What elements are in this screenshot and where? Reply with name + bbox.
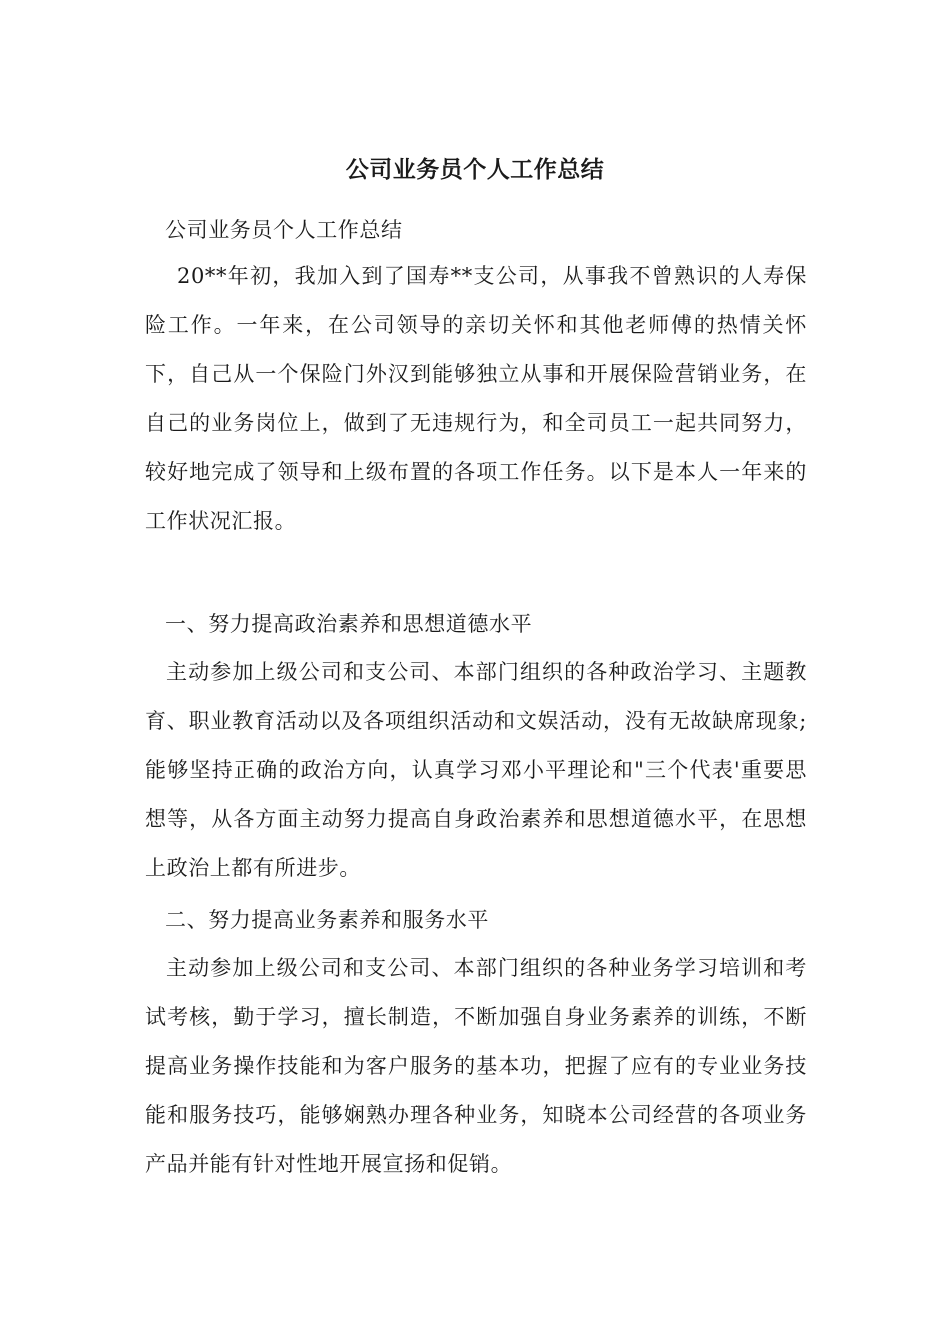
intro-paragraph: 20**年初，我加入到了国寿**支公司，从事我不曾熟识的人寿保险工作。一年来，在公司领导的亲切关怀和其他老师傅的热情关怀下，自己从一个保险门外汉到能够独立从事和开展保险营销业务，在自己的业务岗位上，做到了无违规行为，和全司员工一起共同努力，较好地完成了领导和上级布置的各项工作任务。以下是本人一年来的工作状况汇报。 bbox=[145, 264, 807, 533]
document-title: 公司业务员个人工作总结 bbox=[345, 156, 605, 183]
document-subtitle: 公司业务员个人工作总结 bbox=[165, 218, 403, 242]
section-1-paragraph: 主动参加上级公司和支公司、本部门组织的各种政治学习、主题教育、职业教育活动以及各项组织活动和文娱活动，没有无故缺席现象;能够坚持正确的政治方向，认真学习邓小平理论和"三个代表'重要思想等，从各方面主动努力提高自身政治素养和思想道德水平，在思想上政治上都有所进步。 bbox=[145, 660, 807, 880]
section-2-paragraph: 主动参加上级公司和支公司、本部门组织的各种业务学习培训和考试考核，勤于学习，擅长制造，不断加强自身业务素养的训练，不断提高业务操作技能和为客户服务的基本功，把握了应有的专业业务技能和服务技巧，能够娴熟办理各种业务，知晓本公司经营的各项业务产品并能有针对性地开展宣扬和促销。 bbox=[145, 956, 807, 1176]
section-1-heading: 一、努力提高政治素养和思想道德水平 bbox=[165, 612, 533, 636]
section-2-heading: 二、努力提高业务素养和服务水平 bbox=[165, 908, 489, 932]
